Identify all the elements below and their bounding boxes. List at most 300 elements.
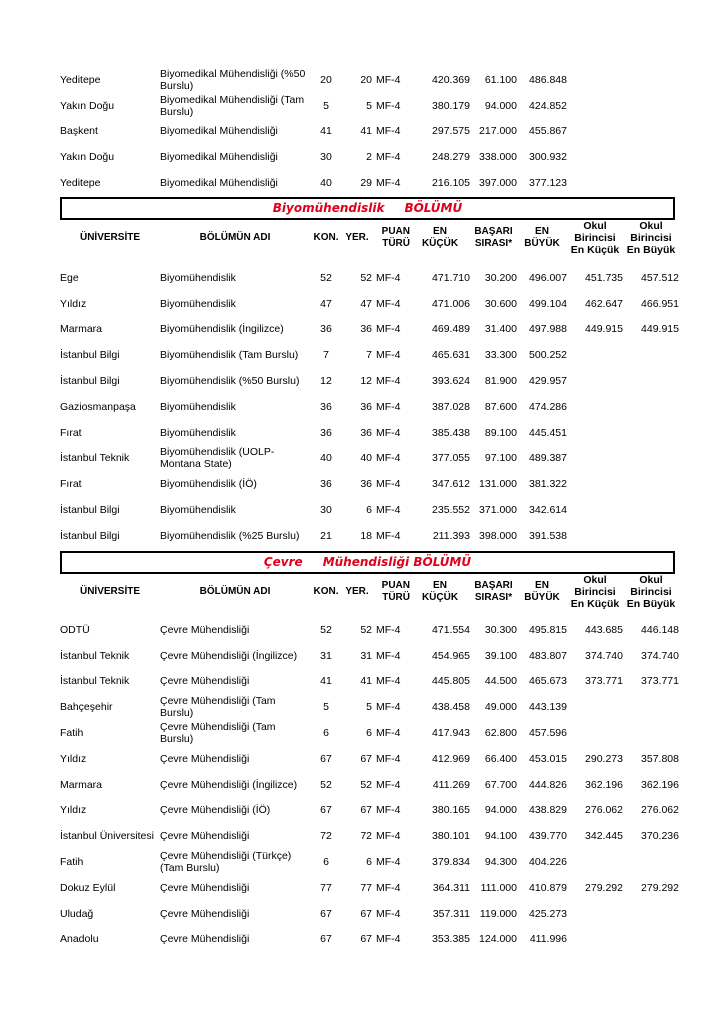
placed-cell: 36	[360, 426, 372, 439]
score-type-cell: MF-4	[376, 73, 401, 86]
min-score-cell: 353.385	[432, 933, 470, 946]
university-cell: Yıldız	[60, 804, 87, 817]
score-type-cell: MF-4	[376, 151, 401, 164]
header-valedictorian-max-line: Birincisi	[630, 586, 672, 598]
table-row	[60, 497, 679, 523]
min-score-cell: 454.965	[432, 649, 470, 662]
rank-cell: 131.000	[479, 478, 517, 491]
header-valedictorian-max	[623, 574, 679, 610]
score-type-cell: MF-4	[376, 778, 401, 791]
valedictorian-max-cell	[623, 927, 679, 953]
min-score-cell: 357.311	[432, 907, 470, 920]
min-score-cell: 380.165	[432, 804, 470, 817]
university-cell: Marmara	[60, 323, 103, 336]
placed-cell: 2	[366, 151, 372, 164]
header-quota	[310, 220, 342, 256]
score-type-cell: MF-4	[376, 830, 401, 843]
rank-cell: 398.000	[479, 529, 517, 542]
header-valedictorian-min	[567, 574, 623, 610]
university-cell: İstanbul Teknik	[60, 675, 130, 688]
header-valedictorian-max-line: Birincisi	[630, 232, 672, 244]
university-cell: Ege	[60, 271, 79, 284]
quota-cell: 52	[320, 271, 332, 284]
score-type-cell: MF-4	[376, 856, 401, 869]
max-score-cell: 424.852	[529, 99, 567, 112]
score-type-cell: MF-4	[376, 478, 401, 491]
valedictorian-max-cell	[623, 720, 679, 746]
data-table	[60, 67, 679, 196]
rank-cell: 31.400	[484, 323, 517, 336]
program-cell: Çevre Mühendisliği (Türkçe) (Tam Burslu)	[160, 850, 292, 875]
program-cell: Çevre Mühendisliği (İngilizce)	[160, 778, 298, 791]
placed-cell: 18	[360, 529, 372, 542]
placed-cell: 12	[360, 375, 372, 388]
min-score-cell: 385.438	[432, 426, 470, 439]
placed-cell: 5	[366, 99, 372, 112]
valedictorian-max-cell: 276.062	[641, 804, 679, 817]
valedictorian-max-cell: 466.951	[641, 297, 679, 310]
quota-cell: 67	[320, 907, 332, 920]
max-score-cell: 445.451	[529, 426, 567, 439]
university-cell: İstanbul Teknik	[60, 452, 130, 465]
header-max-score-line: EN	[535, 580, 549, 591]
max-score-cell: 410.879	[529, 881, 567, 894]
table-row	[60, 746, 679, 772]
rank-cell: 81.900	[484, 375, 517, 388]
valedictorian-max-cell: 457.512	[641, 271, 679, 284]
rank-cell: 44.500	[484, 675, 517, 688]
rank-cell: 66.400	[484, 752, 517, 765]
table-row	[60, 927, 679, 953]
table-row	[60, 291, 679, 317]
quota-cell: 41	[320, 675, 332, 688]
min-score-cell: 216.105	[432, 177, 470, 190]
placed-cell: 6	[366, 504, 372, 517]
table-row	[60, 420, 679, 446]
quota-cell: 72	[320, 830, 332, 843]
header-program	[160, 574, 310, 610]
score-type-cell: MF-4	[376, 400, 401, 413]
program-cell: Çevre Mühendisliği	[160, 752, 250, 765]
section-title	[60, 551, 675, 574]
header-score-type-line: PUAN	[381, 226, 410, 237]
university-cell: İstanbul Üniversitesi	[60, 830, 154, 843]
valedictorian-max-cell	[623, 170, 679, 196]
university-cell: Yakın Doğu	[60, 99, 115, 112]
min-score-cell: 211.393	[432, 529, 470, 542]
score-type-cell: MF-4	[376, 426, 401, 439]
table-row	[60, 643, 679, 669]
header-university	[60, 220, 160, 256]
valedictorian-max-cell	[623, 901, 679, 927]
rank-cell: 49.000	[484, 701, 517, 714]
quota-cell: 52	[320, 623, 332, 636]
valedictorian-min-cell	[567, 849, 623, 875]
header-max-score	[517, 574, 567, 610]
valedictorian-max-cell	[623, 446, 679, 472]
placed-cell: 52	[360, 271, 372, 284]
valedictorian-max-cell: 446.148	[641, 623, 679, 636]
header-valedictorian-max	[623, 220, 679, 256]
program-cell: Biyomühendislik	[160, 426, 236, 439]
program-cell: Çevre Mühendisliği (İÖ)	[160, 804, 271, 817]
placed-cell: 41	[360, 675, 372, 688]
score-type-cell: MF-4	[376, 375, 401, 388]
valedictorian-max-cell	[623, 394, 679, 420]
header-score-type-line: PUAN	[381, 580, 410, 591]
score-type-cell: MF-4	[376, 907, 401, 920]
program-cell: Biyomühendislik (İÖ)	[160, 478, 257, 491]
table-row	[60, 317, 679, 343]
placed-cell: 67	[360, 804, 372, 817]
min-score-cell: 377.055	[432, 452, 470, 465]
valedictorian-max-cell	[623, 368, 679, 394]
university-cell: İstanbul Bilgi	[60, 529, 120, 542]
quota-cell: 5	[323, 701, 329, 714]
quota-cell: 36	[320, 400, 332, 413]
quota-cell: 36	[320, 426, 332, 439]
placed-cell: 67	[360, 933, 372, 946]
placed-cell: 67	[360, 907, 372, 920]
program-cell: Biyomühendislik (İngilizce)	[160, 323, 284, 336]
header-university-line: ÜNİVERSİTE	[79, 232, 140, 243]
table-row	[60, 798, 679, 824]
program-cell: Biyomühendislik (%50 Burslu)	[160, 375, 300, 388]
program-cell: Çevre Mühendisliği	[160, 830, 250, 843]
placed-cell: 67	[360, 752, 372, 765]
valedictorian-min-cell	[567, 927, 623, 953]
quota-cell: 47	[320, 297, 332, 310]
university-cell: Yeditepe	[60, 73, 101, 86]
valedictorian-min-cell	[567, 93, 623, 119]
header-valedictorian-min-line: Birincisi	[574, 586, 616, 598]
score-type-cell: MF-4	[376, 504, 401, 517]
header-rank	[470, 574, 517, 610]
header-min-score-line: KÜÇÜK	[421, 238, 459, 249]
min-score-cell: 379.834	[432, 856, 470, 869]
valedictorian-min-cell	[567, 497, 623, 523]
placed-cell: 52	[360, 623, 372, 636]
program-cell: Biyomühendislik (%25 Burslu)	[160, 529, 300, 542]
min-score-cell: 445.805	[432, 675, 470, 688]
table-row	[60, 694, 679, 720]
header-valedictorian-min-line: Okul	[583, 574, 607, 586]
valedictorian-min-cell: 449.915	[585, 323, 623, 336]
header-quota-line: KON.	[313, 232, 339, 243]
quota-cell: 77	[320, 881, 332, 894]
valedictorian-max-cell: 370.236	[641, 830, 679, 843]
program-cell: Biyomühendislik	[160, 504, 236, 517]
valedictorian-min-cell	[567, 720, 623, 746]
header-valedictorian-max-line: Okul	[639, 574, 663, 586]
header-max-score-line: BÜYÜK	[524, 238, 560, 249]
rank-cell: 371.000	[479, 504, 517, 517]
section-title	[60, 197, 675, 220]
university-cell: Yıldız	[60, 297, 87, 310]
header-program	[160, 220, 310, 256]
header-score-type-line: TÜRÜ	[382, 238, 410, 249]
header-rank-line: SIRASI*	[474, 592, 513, 603]
table-row	[60, 144, 679, 170]
valedictorian-min-cell: 279.292	[585, 881, 623, 894]
header-program-line: BÖLÜMÜN ADI	[199, 232, 271, 243]
max-score-cell: 404.226	[529, 856, 567, 869]
header-valedictorian-min-line: En Küçük	[570, 598, 620, 610]
valedictorian-max-cell: 374.740	[641, 649, 679, 662]
max-score-cell: 391.538	[529, 529, 567, 542]
program-cell: Biyomedikal Mühendisliği (%50 Burslu)	[160, 67, 306, 92]
rank-cell: 397.000	[479, 177, 517, 190]
rank-cell: 338.000	[479, 151, 517, 164]
header-rank-line: SIRASI*	[474, 238, 513, 249]
program-cell: Biyomühendislik (UOLP-Montana State)	[160, 446, 275, 471]
table-row	[60, 901, 679, 927]
score-type-cell: MF-4	[376, 727, 401, 740]
quota-cell: 67	[320, 752, 332, 765]
rank-cell: 30.300	[484, 623, 517, 636]
valedictorian-max-cell: 279.292	[641, 881, 679, 894]
max-score-cell: 444.826	[529, 778, 567, 791]
placed-cell: 77	[360, 881, 372, 894]
max-score-cell: 377.123	[529, 177, 567, 190]
column-headers	[60, 220, 679, 256]
rank-cell: 67.700	[484, 778, 517, 791]
max-score-cell: 443.139	[529, 701, 567, 714]
valedictorian-max-cell: 373.771	[641, 675, 679, 688]
table-row	[60, 265, 679, 291]
table-row	[60, 119, 679, 145]
placed-cell: 47	[360, 297, 372, 310]
table-row	[60, 849, 679, 875]
section-title-name: Biyomühendislik	[272, 201, 385, 215]
table-row	[60, 669, 679, 695]
section-title-suffix: Mühendisliği BÖLÜMÜ	[322, 555, 472, 569]
placed-cell: 5	[366, 701, 372, 714]
valedictorian-max-cell: 449.915	[641, 323, 679, 336]
valedictorian-min-cell: 451.735	[585, 271, 623, 284]
score-type-cell: MF-4	[376, 529, 401, 542]
program-cell: Çevre Mühendisliği	[160, 907, 250, 920]
min-score-cell: 438.458	[432, 701, 470, 714]
header-valedictorian-min	[567, 220, 623, 256]
university-cell: İstanbul Teknik	[60, 649, 130, 662]
min-score-cell: 380.101	[432, 830, 470, 843]
valedictorian-min-cell	[567, 170, 623, 196]
placed-cell: 6	[366, 727, 372, 740]
valedictorian-max-cell	[623, 694, 679, 720]
quota-cell: 5	[323, 99, 329, 112]
header-program-line: BÖLÜMÜN ADI	[199, 586, 271, 597]
section-title-name: Çevre	[263, 555, 303, 569]
min-score-cell: 347.612	[432, 478, 470, 491]
quota-cell: 12	[320, 375, 332, 388]
valedictorian-max-cell	[623, 119, 679, 145]
min-score-cell: 417.943	[432, 727, 470, 740]
header-min-score	[410, 220, 470, 256]
table-row	[60, 720, 679, 746]
quota-cell: 30	[320, 504, 332, 517]
max-score-cell: 457.596	[529, 727, 567, 740]
valedictorian-min-cell	[567, 446, 623, 472]
program-cell: Biyomedikal Mühendisliği	[160, 151, 278, 164]
valedictorian-max-cell	[623, 471, 679, 497]
valedictorian-min-cell	[567, 342, 623, 368]
header-university-line: ÜNİVERSİTE	[79, 586, 140, 597]
max-score-cell: 474.286	[529, 400, 567, 413]
header-max-score-line: EN	[535, 226, 549, 237]
placed-cell: 7	[366, 349, 372, 362]
program-cell: Biyomedikal Mühendisliği	[160, 177, 278, 190]
placed-cell: 40	[360, 452, 372, 465]
university-cell: Marmara	[60, 778, 103, 791]
placed-cell: 72	[360, 830, 372, 843]
table-row	[60, 523, 679, 549]
score-type-cell: MF-4	[376, 752, 401, 765]
university-cell: Bahçeşehir	[60, 701, 113, 714]
header-quota-line: KON.	[313, 586, 339, 597]
score-type-cell: MF-4	[376, 271, 401, 284]
quota-cell: 67	[320, 933, 332, 946]
quota-cell: 36	[320, 478, 332, 491]
valedictorian-min-cell: 276.062	[585, 804, 623, 817]
min-score-cell: 297.575	[432, 125, 470, 138]
rank-cell: 94.000	[484, 804, 517, 817]
valedictorian-max-cell	[623, 849, 679, 875]
university-cell: Yeditepe	[60, 177, 101, 190]
program-cell: Çevre Mühendisliği (İngilizce)	[160, 649, 298, 662]
program-cell: Biyomühendislik	[160, 297, 236, 310]
valedictorian-min-cell	[567, 394, 623, 420]
score-type-cell: MF-4	[376, 349, 401, 362]
placed-cell: 6	[366, 856, 372, 869]
table-row	[60, 772, 679, 798]
min-score-cell: 411.269	[432, 778, 470, 791]
university-cell: Fırat	[60, 426, 82, 439]
rank-cell: 39.100	[484, 649, 517, 662]
quota-cell: 21	[320, 529, 332, 542]
data-table	[60, 265, 679, 549]
column-headers	[60, 574, 679, 610]
max-score-cell: 439.770	[529, 830, 567, 843]
placed-cell: 52	[360, 778, 372, 791]
table-row	[60, 875, 679, 901]
min-score-cell: 412.969	[432, 752, 470, 765]
valedictorian-max-cell: 362.196	[641, 778, 679, 791]
score-type-cell: MF-4	[376, 701, 401, 714]
score-type-cell: MF-4	[376, 881, 401, 894]
header-rank	[470, 220, 517, 256]
header-valedictorian-max-line: Okul	[639, 220, 663, 232]
quota-cell: 52	[320, 778, 332, 791]
header-placed	[342, 220, 372, 256]
header-valedictorian-max-line: En Büyük	[626, 598, 676, 610]
valedictorian-min-cell: 462.647	[585, 297, 623, 310]
valedictorian-min-cell: 443.685	[585, 623, 623, 636]
max-score-cell: 465.673	[529, 675, 567, 688]
score-type-cell: MF-4	[376, 452, 401, 465]
rank-cell: 94.300	[484, 856, 517, 869]
program-cell: Çevre Mühendisliği	[160, 675, 250, 688]
min-score-cell: 248.279	[432, 151, 470, 164]
quota-cell: 40	[320, 452, 332, 465]
score-type-cell: MF-4	[376, 99, 401, 112]
min-score-cell: 471.006	[432, 297, 470, 310]
table-row	[60, 368, 679, 394]
max-score-cell: 497.988	[529, 323, 567, 336]
valedictorian-min-cell	[567, 119, 623, 145]
max-score-cell: 489.387	[529, 452, 567, 465]
rank-cell: 89.100	[484, 426, 517, 439]
section-header	[60, 551, 675, 611]
valedictorian-min-cell	[567, 67, 623, 93]
quota-cell: 20	[320, 73, 332, 86]
quota-cell: 7	[323, 349, 329, 362]
placed-cell: 36	[360, 400, 372, 413]
min-score-cell: 380.179	[432, 99, 470, 112]
valedictorian-max-cell	[623, 523, 679, 549]
max-score-cell: 496.007	[529, 271, 567, 284]
header-placed	[342, 574, 372, 610]
valedictorian-min-cell	[567, 901, 623, 927]
valedictorian-max-cell	[623, 497, 679, 523]
table-row	[60, 342, 679, 368]
placed-cell: 41	[360, 125, 372, 138]
header-rank-line: BAŞARI	[474, 580, 513, 591]
program-cell: Biyomühendislik	[160, 400, 236, 413]
header-valedictorian-max-line: En Büyük	[626, 244, 676, 256]
quota-cell: 36	[320, 323, 332, 336]
header-placed-line: YER.	[345, 232, 369, 243]
placed-cell: 29	[360, 177, 372, 190]
university-cell: Başkent	[60, 125, 98, 138]
program-cell: Biyomühendislik (Tam Burslu)	[160, 349, 299, 362]
quota-cell: 31	[320, 649, 332, 662]
max-score-cell: 486.848	[529, 73, 567, 86]
university-cell: Yıldız	[60, 752, 87, 765]
rank-cell: 30.200	[484, 271, 517, 284]
university-cell: Anadolu	[60, 933, 99, 946]
table-row	[60, 617, 679, 643]
table-row	[60, 67, 679, 93]
valedictorian-min-cell	[567, 368, 623, 394]
table-row	[60, 823, 679, 849]
header-min-score-line: EN	[433, 580, 447, 591]
score-type-cell: MF-4	[376, 125, 401, 138]
section-title-suffix: BÖLÜMÜ	[404, 201, 463, 215]
valedictorian-max-cell	[623, 420, 679, 446]
min-score-cell: 364.311	[432, 881, 470, 894]
rank-cell: 124.000	[479, 933, 517, 946]
university-cell: Fatih	[60, 856, 84, 869]
university-cell: Fatih	[60, 727, 84, 740]
score-type-cell: MF-4	[376, 177, 401, 190]
table-row	[60, 394, 679, 420]
min-score-cell: 393.624	[432, 375, 470, 388]
header-valedictorian-min-line: Okul	[583, 220, 607, 232]
rank-cell: 61.100	[484, 73, 517, 86]
min-score-cell: 471.710	[432, 271, 470, 284]
valedictorian-min-cell: 374.740	[585, 649, 623, 662]
score-type-cell: MF-4	[376, 323, 401, 336]
quota-cell: 41	[320, 125, 332, 138]
quota-cell: 6	[323, 727, 329, 740]
max-score-cell: 342.614	[529, 504, 567, 517]
university-cell: Gaziosmanpaşa	[60, 400, 136, 413]
program-cell: Çevre Mühendisliği (Tam Burslu)	[160, 695, 276, 720]
valedictorian-min-cell	[567, 523, 623, 549]
data-table	[60, 617, 679, 952]
rank-cell: 62.800	[484, 727, 517, 740]
